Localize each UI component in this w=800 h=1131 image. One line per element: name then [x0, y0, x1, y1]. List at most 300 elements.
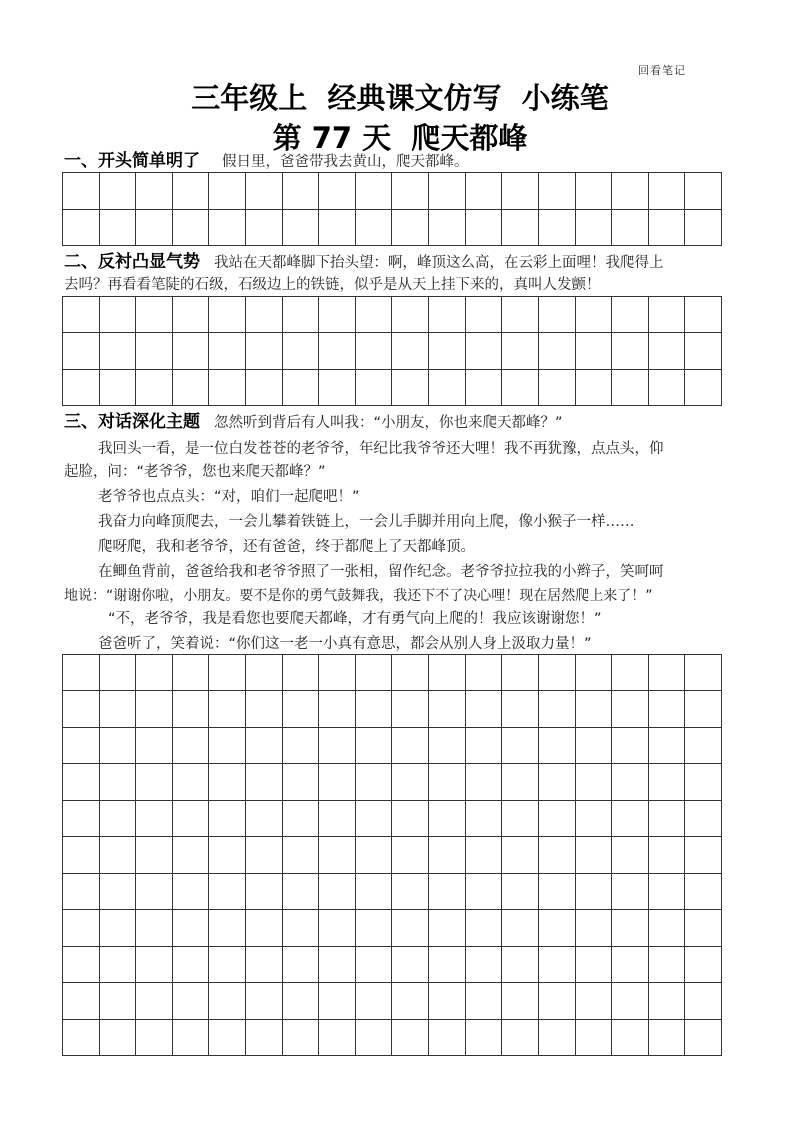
grid-cell[interactable]: [649, 370, 686, 406]
grid-cell[interactable]: [63, 691, 100, 727]
grid-cell[interactable]: [502, 210, 539, 247]
grid-cell[interactable]: [136, 801, 173, 837]
grid-cell[interactable]: [209, 297, 246, 333]
grid-cell[interactable]: [576, 333, 613, 369]
grid-cell[interactable]: [209, 947, 246, 983]
grid-cell[interactable]: [100, 728, 137, 764]
grid-cell[interactable]: [100, 1020, 137, 1056]
grid-cell[interactable]: [283, 333, 320, 369]
grid-cell[interactable]: [539, 370, 576, 406]
grid-cell[interactable]: [466, 728, 503, 764]
grid-cell[interactable]: [649, 297, 686, 333]
grid-cell[interactable]: [356, 1020, 393, 1056]
grid-cell[interactable]: [576, 728, 613, 764]
grid-cell[interactable]: [392, 333, 429, 369]
grid-cell[interactable]: [246, 691, 283, 727]
grid-cell[interactable]: [685, 173, 722, 210]
grid-cell[interactable]: [356, 837, 393, 873]
grid-cell[interactable]: [466, 764, 503, 800]
writing-grid-3[interactable]: [62, 654, 722, 1056]
grid-cell[interactable]: [429, 173, 466, 210]
grid-cell[interactable]: [283, 874, 320, 910]
grid-cell[interactable]: [429, 837, 466, 873]
grid-cell[interactable]: [502, 837, 539, 873]
grid-cell[interactable]: [100, 910, 137, 946]
grid-cell[interactable]: [246, 210, 283, 247]
grid-cell[interactable]: [649, 210, 686, 247]
grid-cell[interactable]: [63, 297, 100, 333]
grid-cell[interactable]: [209, 173, 246, 210]
grid-cell[interactable]: [100, 983, 137, 1019]
grid-cell[interactable]: [246, 370, 283, 406]
grid-cell[interactable]: [209, 691, 246, 727]
grid-cell[interactable]: [209, 983, 246, 1019]
grid-cell[interactable]: [539, 874, 576, 910]
grid-cell[interactable]: [429, 333, 466, 369]
grid-cell[interactable]: [283, 764, 320, 800]
grid-cell[interactable]: [612, 764, 649, 800]
grid-cell[interactable]: [63, 983, 100, 1019]
grid-cell[interactable]: [356, 983, 393, 1019]
grid-cell[interactable]: [246, 297, 283, 333]
grid-cell[interactable]: [319, 983, 356, 1019]
grid-cell[interactable]: [685, 837, 722, 873]
grid-cell[interactable]: [429, 1020, 466, 1056]
grid-cell[interactable]: [63, 764, 100, 800]
grid-cell[interactable]: [356, 910, 393, 946]
grid-cell[interactable]: [612, 728, 649, 764]
grid-cell[interactable]: [100, 333, 137, 369]
grid-cell[interactable]: [612, 210, 649, 247]
grid-cell[interactable]: [100, 691, 137, 727]
grid-cell[interactable]: [319, 801, 356, 837]
grid-cell[interactable]: [209, 910, 246, 946]
grid-cell[interactable]: [685, 983, 722, 1019]
grid-cell[interactable]: [685, 1020, 722, 1056]
grid-cell[interactable]: [319, 173, 356, 210]
grid-cell[interactable]: [173, 655, 210, 691]
grid-cell[interactable]: [685, 947, 722, 983]
grid-cell[interactable]: [173, 910, 210, 946]
grid-cell[interactable]: [283, 297, 320, 333]
grid-cell[interactable]: [246, 983, 283, 1019]
grid-cell[interactable]: [392, 801, 429, 837]
grid-cell[interactable]: [100, 370, 137, 406]
section-2-heading: 二、反衬凸显气势: [64, 252, 200, 272]
grid-cell[interactable]: [429, 801, 466, 837]
grid-cell[interactable]: [576, 173, 613, 210]
grid-cell[interactable]: [502, 173, 539, 210]
grid-cell[interactable]: [173, 333, 210, 369]
grid-cell[interactable]: [466, 910, 503, 946]
grid-cell[interactable]: [283, 691, 320, 727]
grid-cell[interactable]: [392, 947, 429, 983]
grid-cell[interactable]: [466, 297, 503, 333]
grid-cell[interactable]: [356, 691, 393, 727]
grid-cell[interactable]: [209, 1020, 246, 1056]
grid-cell[interactable]: [283, 947, 320, 983]
grid-cell[interactable]: [63, 728, 100, 764]
grid-cell[interactable]: [466, 874, 503, 910]
grid-cell[interactable]: [576, 1020, 613, 1056]
grid-cell[interactable]: [466, 983, 503, 1019]
grid-cell[interactable]: [429, 655, 466, 691]
section-3-line-2: 我回头一看，是一位白发苍苍的老爷爷，年纪比我爷爷还大哩！我不再犹豫，点点头，仰: [98, 441, 664, 457]
grid-cell[interactable]: [612, 297, 649, 333]
grid-cell[interactable]: [319, 874, 356, 910]
grid-cell[interactable]: [649, 728, 686, 764]
grid-cell[interactable]: [246, 655, 283, 691]
grid-cell[interactable]: [685, 655, 722, 691]
grid-cell[interactable]: [392, 1020, 429, 1056]
grid-cell[interactable]: [539, 691, 576, 727]
grid-cell[interactable]: [100, 297, 137, 333]
grid-cell[interactable]: [246, 837, 283, 873]
grid-cell[interactable]: [173, 728, 210, 764]
section-1-line: [64, 150, 744, 173]
grid-cell[interactable]: [392, 728, 429, 764]
grid-cell[interactable]: [100, 874, 137, 910]
grid-cell[interactable]: [502, 801, 539, 837]
grid-cell[interactable]: [246, 874, 283, 910]
grid-cell[interactable]: [136, 691, 173, 727]
grid-cell[interactable]: [429, 910, 466, 946]
grid-cell[interactable]: [136, 297, 173, 333]
grid-cell[interactable]: [246, 728, 283, 764]
grid-cell[interactable]: [502, 947, 539, 983]
grid-cell[interactable]: [429, 728, 466, 764]
grid-cell[interactable]: [136, 910, 173, 946]
grid-cell[interactable]: [466, 173, 503, 210]
grid-cell[interactable]: [136, 874, 173, 910]
grid-cell[interactable]: [539, 297, 576, 333]
grid-cell[interactable]: [502, 874, 539, 910]
grid-cell[interactable]: [100, 655, 137, 691]
grid-cell[interactable]: [502, 297, 539, 333]
grid-cell[interactable]: [502, 728, 539, 764]
grid-cell[interactable]: [502, 764, 539, 800]
grid-cell[interactable]: [356, 655, 393, 691]
grid-cell[interactable]: [246, 947, 283, 983]
grid-cell[interactable]: [392, 764, 429, 800]
grid-cell[interactable]: [502, 983, 539, 1019]
grid-cell[interactable]: [466, 210, 503, 247]
grid-cell[interactable]: [356, 333, 393, 369]
grid-cell[interactable]: [685, 210, 722, 247]
grid-cell[interactable]: [429, 691, 466, 727]
grid-cell[interactable]: [466, 801, 503, 837]
grid-cell[interactable]: [576, 297, 613, 333]
grid-cell[interactable]: [392, 655, 429, 691]
grid-cell[interactable]: [173, 874, 210, 910]
grid-cell[interactable]: [502, 691, 539, 727]
grid-cell[interactable]: [502, 910, 539, 946]
grid-cell[interactable]: [63, 1020, 100, 1056]
grid-cell[interactable]: [466, 947, 503, 983]
grid-cell[interactable]: [392, 370, 429, 406]
grid-cell[interactable]: [466, 691, 503, 727]
grid-cell[interactable]: [649, 333, 686, 369]
grid-cell[interactable]: [136, 210, 173, 247]
grid-cell[interactable]: [576, 837, 613, 873]
grid-cell[interactable]: [319, 910, 356, 946]
grid-cell[interactable]: [319, 1020, 356, 1056]
grid-cell[interactable]: [246, 173, 283, 210]
grid-cell[interactable]: [319, 837, 356, 873]
grid-cell[interactable]: [576, 370, 613, 406]
grid-cell[interactable]: [100, 801, 137, 837]
grid-cell[interactable]: [246, 764, 283, 800]
grid-cell[interactable]: [576, 910, 613, 946]
grid-cell[interactable]: [283, 837, 320, 873]
grid-cell[interactable]: [392, 983, 429, 1019]
grid-cell[interactable]: [685, 801, 722, 837]
grid-cell[interactable]: [63, 947, 100, 983]
grid-cell[interactable]: [246, 801, 283, 837]
grid-cell[interactable]: [576, 764, 613, 800]
grid-cell[interactable]: [209, 801, 246, 837]
grid-cell[interactable]: [612, 874, 649, 910]
grid-cell[interactable]: [283, 655, 320, 691]
grid-cell[interactable]: [283, 370, 320, 406]
grid-cell[interactable]: [173, 210, 210, 247]
grid-cell[interactable]: [685, 910, 722, 946]
grid-cell[interactable]: [319, 764, 356, 800]
grid-cell[interactable]: [576, 655, 613, 691]
grid-cell[interactable]: [612, 801, 649, 837]
grid-cell[interactable]: [173, 947, 210, 983]
grid-cell[interactable]: [246, 1020, 283, 1056]
grid-cell[interactable]: [392, 173, 429, 210]
grid-cell[interactable]: [63, 173, 100, 210]
grid-cell[interactable]: [136, 983, 173, 1019]
grid-cell[interactable]: [649, 910, 686, 946]
grid-cell[interactable]: [283, 801, 320, 837]
grid-cell[interactable]: [649, 691, 686, 727]
grid-cell[interactable]: [649, 764, 686, 800]
grid-cell[interactable]: [685, 728, 722, 764]
grid-cell[interactable]: [649, 1020, 686, 1056]
grid-cell[interactable]: [392, 691, 429, 727]
grid-cell[interactable]: [612, 173, 649, 210]
grid-cell[interactable]: [136, 370, 173, 406]
section-3-line-7: 在鲫鱼背前，爸爸给我和老爷爷照了一张相，留作纪念。老爷爷拉拉我的小辫子，笑呵呵: [98, 564, 664, 580]
grid-cell[interactable]: [576, 210, 613, 247]
grid-cell[interactable]: [63, 910, 100, 946]
grid-cell[interactable]: [685, 333, 722, 369]
grid-cell[interactable]: [136, 655, 173, 691]
grid-cell[interactable]: [649, 874, 686, 910]
grid-cell[interactable]: [173, 691, 210, 727]
grid-cell[interactable]: [539, 655, 576, 691]
grid-cell[interactable]: [576, 947, 613, 983]
grid-cell[interactable]: [63, 801, 100, 837]
grid-cell[interactable]: [356, 173, 393, 210]
grid-cell[interactable]: [466, 655, 503, 691]
grid-cell[interactable]: [502, 1020, 539, 1056]
grid-cell[interactable]: [612, 910, 649, 946]
grid-cell[interactable]: [136, 837, 173, 873]
writing-grid-2[interactable]: [62, 296, 722, 406]
grid-cell[interactable]: [539, 947, 576, 983]
grid-cell[interactable]: [356, 764, 393, 800]
grid-cell[interactable]: [136, 728, 173, 764]
grid-cell[interactable]: [173, 370, 210, 406]
grid-cell[interactable]: [576, 983, 613, 1019]
grid-cell[interactable]: [319, 947, 356, 983]
grid-cell[interactable]: [356, 370, 393, 406]
grid-cell[interactable]: [283, 210, 320, 247]
corner-mark: 回看笔记: [638, 64, 686, 77]
section-3-line-10: 爸爸听了，笑着说：“你们这一老一小真有意思，都会从别人身上汲取力量！”: [98, 636, 592, 652]
grid-cell[interactable]: [649, 801, 686, 837]
grid-cell[interactable]: [100, 210, 137, 247]
grid-cell[interactable]: [283, 173, 320, 210]
grid-cell[interactable]: [283, 728, 320, 764]
grid-cell[interactable]: [502, 333, 539, 369]
grid-cell[interactable]: [173, 173, 210, 210]
grid-cell[interactable]: [576, 691, 613, 727]
grid-cell[interactable]: [612, 655, 649, 691]
grid-cell[interactable]: [649, 983, 686, 1019]
grid-cell[interactable]: [649, 655, 686, 691]
grid-cell[interactable]: [100, 947, 137, 983]
grid-cell[interactable]: [539, 837, 576, 873]
grid-cell[interactable]: [136, 333, 173, 369]
grid-cell[interactable]: [136, 1020, 173, 1056]
grid-cell[interactable]: [319, 370, 356, 406]
grid-cell[interactable]: [319, 655, 356, 691]
grid-cell[interactable]: [466, 370, 503, 406]
grid-cell[interactable]: [612, 983, 649, 1019]
grid-cell[interactable]: [173, 764, 210, 800]
grid-cell[interactable]: [63, 874, 100, 910]
grid-cell[interactable]: [429, 874, 466, 910]
grid-cell[interactable]: [612, 333, 649, 369]
grid-cell[interactable]: [356, 801, 393, 837]
grid-cell[interactable]: [319, 333, 356, 369]
grid-cell[interactable]: [100, 173, 137, 210]
grid-cell[interactable]: [539, 1020, 576, 1056]
grid-cell[interactable]: [685, 764, 722, 800]
grid-cell[interactable]: [173, 1020, 210, 1056]
grid-cell[interactable]: [539, 210, 576, 247]
grid-cell[interactable]: [356, 297, 393, 333]
section-3-line-3: 起脸，问：“老爷爷，您也来爬天都峰？”: [64, 464, 326, 480]
grid-cell[interactable]: [685, 370, 722, 406]
grid-cell[interactable]: [649, 173, 686, 210]
grid-cell[interactable]: [173, 297, 210, 333]
grid-cell[interactable]: [649, 947, 686, 983]
grid-cell[interactable]: [685, 691, 722, 727]
grid-cell[interactable]: [576, 874, 613, 910]
grid-cell[interactable]: [429, 983, 466, 1019]
grid-cell[interactable]: [612, 837, 649, 873]
grid-cell[interactable]: [209, 764, 246, 800]
grid-cell[interactable]: [209, 210, 246, 247]
grid-cell[interactable]: [612, 947, 649, 983]
grid-cell[interactable]: [209, 728, 246, 764]
grid-cell[interactable]: [539, 801, 576, 837]
grid-cell[interactable]: [319, 297, 356, 333]
grid-cell[interactable]: [136, 947, 173, 983]
grid-cell[interactable]: [173, 801, 210, 837]
grid-cell[interactable]: [539, 173, 576, 210]
grid-cell[interactable]: [466, 333, 503, 369]
grid-cell[interactable]: [612, 370, 649, 406]
grid-cell[interactable]: [100, 837, 137, 873]
grid-cell[interactable]: [283, 910, 320, 946]
grid-cell[interactable]: [136, 173, 173, 210]
grid-cell[interactable]: [63, 210, 100, 247]
grid-cell[interactable]: [429, 297, 466, 333]
grid-cell[interactable]: [392, 874, 429, 910]
section-3-text-1: 忽然听到背后有人叫我：“小朋友，你也来爬天都峰？”: [214, 415, 563, 431]
grid-cell[interactable]: [539, 983, 576, 1019]
grid-cell[interactable]: [429, 947, 466, 983]
grid-cell[interactable]: [466, 1020, 503, 1056]
grid-cell[interactable]: [576, 801, 613, 837]
grid-cell[interactable]: [429, 370, 466, 406]
grid-cell[interactable]: [429, 210, 466, 247]
grid-cell[interactable]: [283, 1020, 320, 1056]
grid-cell[interactable]: [356, 947, 393, 983]
grid-cell[interactable]: [319, 210, 356, 247]
grid-cell[interactable]: [356, 874, 393, 910]
grid-cell[interactable]: [63, 655, 100, 691]
grid-cell[interactable]: [209, 655, 246, 691]
grid-cell[interactable]: [209, 837, 246, 873]
grid-cell[interactable]: [685, 874, 722, 910]
grid-cell[interactable]: [429, 764, 466, 800]
grid-cell[interactable]: [685, 297, 722, 333]
grid-cell[interactable]: [392, 297, 429, 333]
grid-cell[interactable]: [539, 333, 576, 369]
grid-cell[interactable]: [319, 728, 356, 764]
grid-cell[interactable]: [356, 728, 393, 764]
grid-cell[interactable]: [246, 333, 283, 369]
grid-cell[interactable]: [612, 1020, 649, 1056]
grid-cell[interactable]: [283, 983, 320, 1019]
grid-cell[interactable]: [173, 983, 210, 1019]
grid-cell[interactable]: [539, 728, 576, 764]
grid-cell[interactable]: [246, 910, 283, 946]
grid-cell[interactable]: [173, 837, 210, 873]
grid-cell[interactable]: [502, 655, 539, 691]
grid-cell[interactable]: [539, 910, 576, 946]
grid-cell[interactable]: [649, 837, 686, 873]
grid-cell[interactable]: [63, 370, 100, 406]
writing-grid-1[interactable]: [62, 172, 722, 246]
grid-cell[interactable]: [392, 210, 429, 247]
grid-cell[interactable]: [209, 874, 246, 910]
grid-cell[interactable]: [356, 210, 393, 247]
grid-cell[interactable]: [136, 764, 173, 800]
grid-cell[interactable]: [100, 764, 137, 800]
grid-cell[interactable]: [392, 910, 429, 946]
grid-cell[interactable]: [539, 764, 576, 800]
grid-cell[interactable]: [209, 333, 246, 369]
grid-cell[interactable]: [466, 837, 503, 873]
grid-cell[interactable]: [612, 691, 649, 727]
grid-cell[interactable]: [63, 837, 100, 873]
section-3-line-1: [64, 411, 744, 434]
grid-cell[interactable]: [502, 370, 539, 406]
grid-cell[interactable]: [319, 691, 356, 727]
grid-cell[interactable]: [63, 333, 100, 369]
grid-cell[interactable]: [209, 370, 246, 406]
grid-cell[interactable]: [392, 837, 429, 873]
